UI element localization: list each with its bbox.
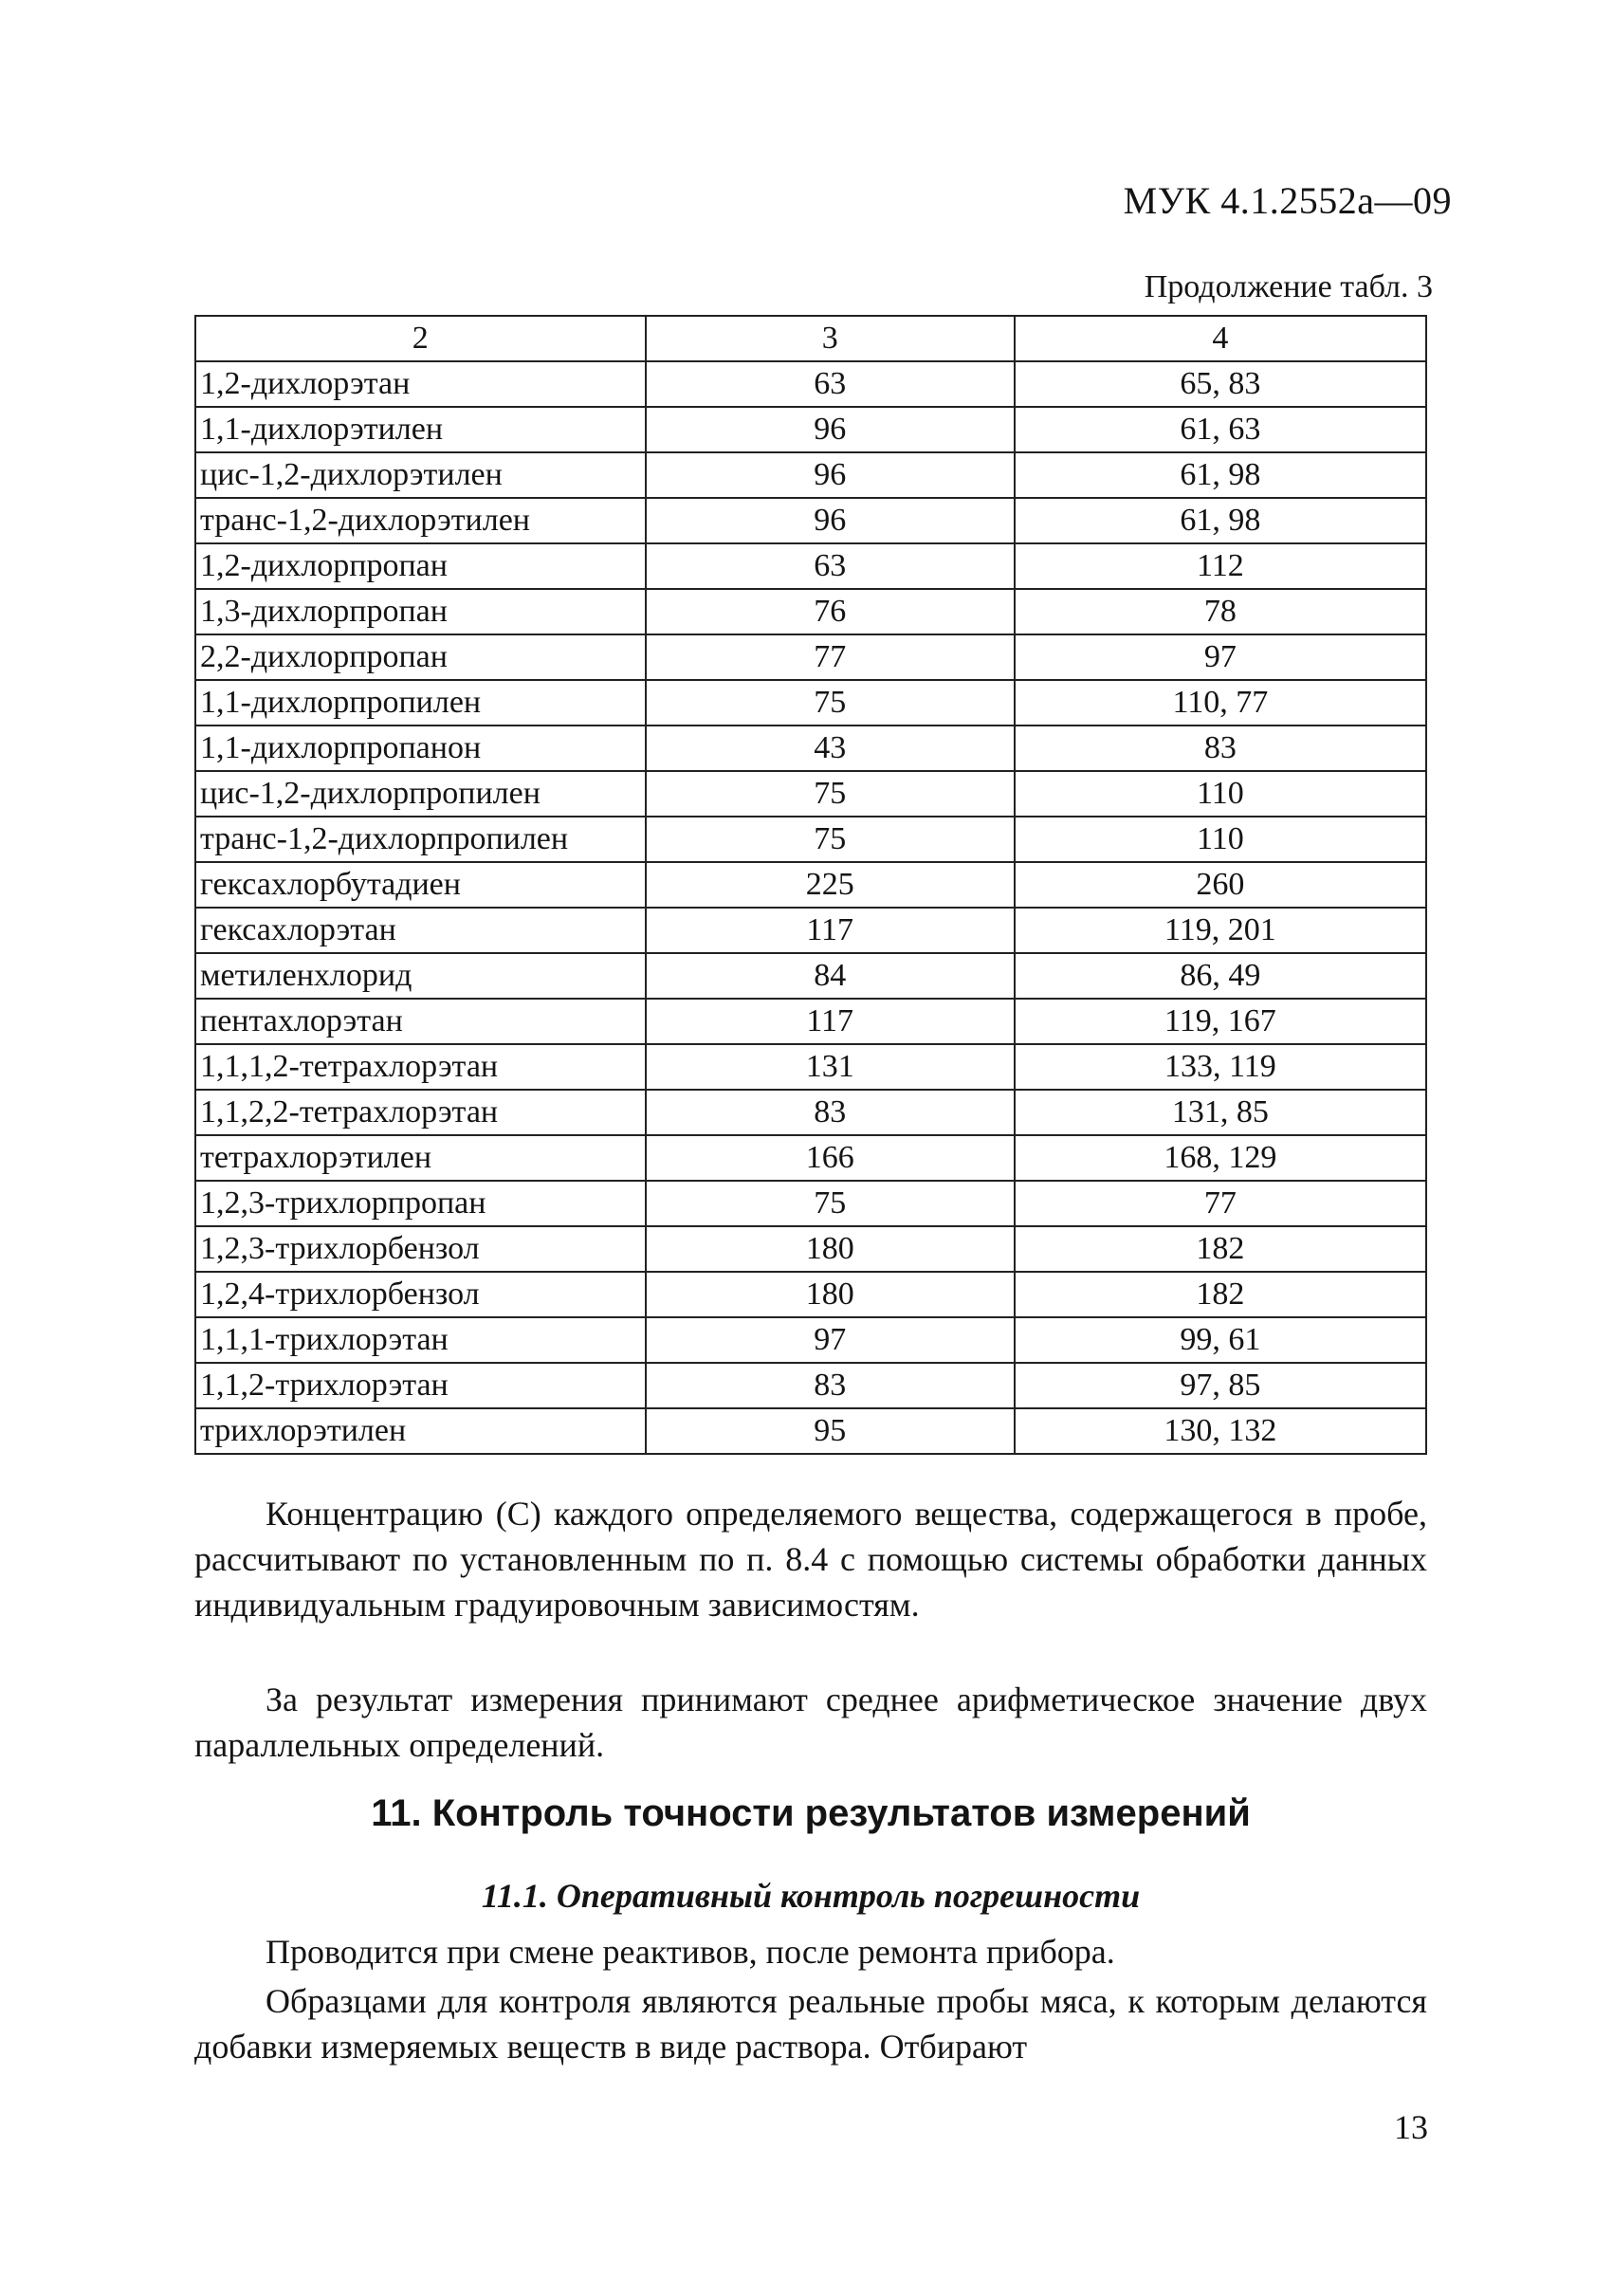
substance-name-cell: 1,1-дихлорпропанон [195, 726, 646, 771]
substance-name-cell: гексахлорэтан [195, 908, 646, 953]
column-4-cell: 65, 83 [1015, 361, 1426, 407]
column-4-cell: 99, 61 [1015, 1317, 1426, 1363]
page-number: 13 [1394, 2108, 1428, 2146]
column-3-cell: 63 [646, 361, 1015, 407]
substance-name-cell: 1,3-дихлорпропан [195, 589, 646, 634]
column-3-cell: 96 [646, 452, 1015, 498]
column-3-cell: 75 [646, 771, 1015, 817]
table-row [195, 771, 1426, 817]
column-4-cell: 110, 77 [1015, 680, 1426, 726]
substance-name-cell: метиленхлорид [195, 953, 646, 999]
column-4-cell: 112 [1015, 543, 1426, 589]
table-caption: Продолжение табл. 3 [1144, 269, 1433, 304]
table-row [195, 908, 1426, 953]
column-3-cell: 225 [646, 862, 1015, 908]
column-4-cell: 119, 167 [1015, 999, 1426, 1044]
column-4-cell: 182 [1015, 1272, 1426, 1317]
column-3-cell: 43 [646, 726, 1015, 771]
substance-name-cell: 1,2,3-трихлорпропан [195, 1181, 646, 1226]
column-3-cell: 75 [646, 817, 1015, 862]
column-3-cell: 96 [646, 498, 1015, 543]
column-4-cell: 133, 119 [1015, 1044, 1426, 1090]
column-3-cell: 63 [646, 543, 1015, 589]
substance-name-cell: транс-1,2-дихлорпропилен [195, 817, 646, 862]
paragraph-conducted: Проводится при смене реактивов, после ремонта прибора. [266, 1933, 1115, 1971]
table-row [195, 1317, 1426, 1363]
table-row [195, 1226, 1426, 1272]
column-3-cell: 131 [646, 1044, 1015, 1090]
column-4-cell: 119, 201 [1015, 908, 1426, 953]
column-3-cell: 117 [646, 908, 1015, 953]
paragraph-result: За результат измерения принимают среднее арифметическое значение двух параллельных определений. [194, 1681, 1427, 1764]
column-4-cell: 61, 98 [1015, 498, 1426, 543]
table-row [195, 817, 1426, 862]
column-3-cell: 166 [646, 1135, 1015, 1181]
column-3-cell: 83 [646, 1090, 1015, 1135]
document-code: МУК 4.1.2552а—09 [1123, 179, 1452, 222]
substance-name-cell: цис-1,2-дихлорэтилен [195, 452, 646, 498]
substance-name-cell: тетрахлорэтилен [195, 1135, 646, 1181]
column-4-cell: 110 [1015, 817, 1426, 862]
column-4-cell: 182 [1015, 1226, 1426, 1272]
table-row [195, 1408, 1426, 1454]
table-row [195, 862, 1426, 908]
column-4-cell: 97, 85 [1015, 1363, 1426, 1408]
column-4-cell: 168, 129 [1015, 1135, 1426, 1181]
table-row [195, 999, 1426, 1044]
column-4-cell: 86, 49 [1015, 953, 1426, 999]
table-row [195, 543, 1426, 589]
column-4-cell: 110 [1015, 771, 1426, 817]
table-row [195, 726, 1426, 771]
substance-name-cell: 1,1,2,2-тетрахлорэтан [195, 1090, 646, 1135]
table-row [195, 1272, 1426, 1317]
column-3-cell: 75 [646, 1181, 1015, 1226]
table-row [195, 1135, 1426, 1181]
column-4-cell: 260 [1015, 862, 1426, 908]
table-body [195, 361, 1426, 1454]
paragraph-samples: Образцами для контроля являются реальные пробы мяса, к которым делаются добавки измеряемых веществ в виде раствора. Отбирают [194, 1982, 1427, 2066]
column-3-cell: 95 [646, 1408, 1015, 1454]
table-row [195, 1090, 1426, 1135]
substance-name-cell: 1,1-дихлорпропилен [195, 680, 646, 726]
table-row [195, 361, 1426, 407]
table-row [195, 452, 1426, 498]
substance-name-cell: пентахлорэтан [195, 999, 646, 1044]
table-row [195, 1363, 1426, 1408]
column-header: 3 [646, 316, 1015, 361]
substance-name-cell: трихлорэтилен [195, 1408, 646, 1454]
column-header: 4 [1015, 316, 1426, 361]
column-3-cell: 84 [646, 953, 1015, 999]
column-3-cell: 83 [646, 1363, 1015, 1408]
table-row [195, 407, 1426, 452]
column-3-cell: 97 [646, 1317, 1015, 1363]
column-4-cell: 97 [1015, 634, 1426, 680]
column-4-cell: 130, 132 [1015, 1408, 1426, 1454]
column-3-cell: 75 [646, 680, 1015, 726]
substance-name-cell: 1,2,4-трихлорбензол [195, 1272, 646, 1317]
table-row [195, 680, 1426, 726]
substance-name-cell: 1,1-дихлорэтилен [195, 407, 646, 452]
table-row [195, 1044, 1426, 1090]
data-table [194, 315, 1427, 1455]
substance-name-cell: 1,1,1-трихлорэтан [195, 1317, 646, 1363]
column-3-cell: 180 [646, 1272, 1015, 1317]
substance-name-cell: 1,2-дихлорэтан [195, 361, 646, 407]
table-row [195, 1181, 1426, 1226]
substance-name-cell: 1,2-дихлорпропан [195, 543, 646, 589]
table-row [195, 589, 1426, 634]
substance-name-cell: цис-1,2-дихлорпропилен [195, 771, 646, 817]
table-row [195, 953, 1426, 999]
table-header-row [195, 316, 1426, 361]
column-3-cell: 77 [646, 634, 1015, 680]
column-header: 2 [195, 316, 646, 361]
substance-name-cell: 1,2,3-трихлорбензол [195, 1226, 646, 1272]
column-3-cell: 76 [646, 589, 1015, 634]
table-row [195, 634, 1426, 680]
column-3-cell: 96 [646, 407, 1015, 452]
column-4-cell: 77 [1015, 1181, 1426, 1226]
column-3-cell: 117 [646, 999, 1015, 1044]
column-4-cell: 78 [1015, 589, 1426, 634]
subsection-heading: 11.1. Оперативный контроль погрешности [481, 1877, 1141, 1915]
column-4-cell: 61, 98 [1015, 452, 1426, 498]
substance-name-cell: 1,1,1,2-тетрахлорэтан [195, 1044, 646, 1090]
substance-name-cell: транс-1,2-дихлорэтилен [195, 498, 646, 543]
substance-name-cell: 1,1,2-трихлорэтан [195, 1363, 646, 1408]
substance-name-cell: гексахлорбутадиен [195, 862, 646, 908]
column-3-cell: 180 [646, 1226, 1015, 1272]
paragraph-concentration: Концентрацию (С) каждого определяемого вещества, содержащегося в пробе, рассчитывают по установленным по п. 8.4 с помощью системы обработки данных индивидуальным градуировочным зависимостям. [194, 1495, 1427, 1624]
section-heading: 11. Контроль точности результатов измерений [371, 1792, 1251, 1834]
column-4-cell: 131, 85 [1015, 1090, 1426, 1135]
table-row [195, 498, 1426, 543]
substance-name-cell: 2,2-дихлорпропан [195, 634, 646, 680]
column-4-cell: 61, 63 [1015, 407, 1426, 452]
column-4-cell: 83 [1015, 726, 1426, 771]
